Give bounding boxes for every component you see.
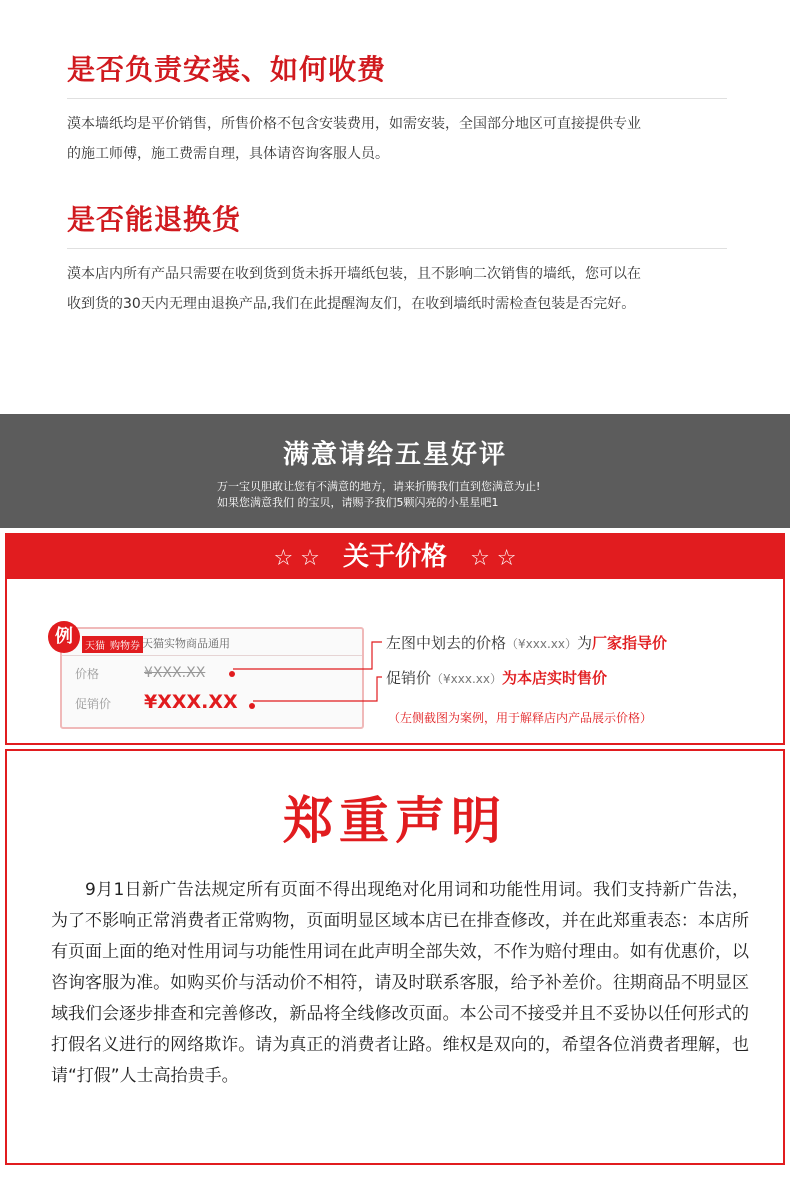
price-section-title: 关于价格 [342, 542, 447, 572]
example-note: （左侧截图为案例，用于解释店内产品展示价格） [388, 711, 653, 725]
star-icon: ☆ ☆ [273, 546, 320, 571]
review-banner-title: 满意请给五星好评 [282, 440, 507, 470]
declaration-body: 9月1日新广告法规定所有页面不得出现绝对化用词和功能性用词。我们支持新广告法，为了不影响正常消费者正常购物，页面明显区域本店已在排查修改，并在此郑重表态：本店所有页面上面的绝对性用词与功能性用词在此声明全部失效，不作为赔付理由。如有优惠价，以咨询客服为准。如购买价与活动价不相符，请及时联系客服，给予补差价。往期商品不明显区域我们会逐步排查和完善修改，新品将全线修改页面。本公司不接受并且不妥协以任何形式的打假名义进行的网络欺诈。请为真正的消费者让路。维权是双向的，希望各位消费者理解，也请“打假”人士高抬贵手。 [51, 880, 749, 1086]
declaration-section [5, 749, 785, 1165]
promo-price-label: 促销价 [75, 697, 112, 711]
promo-price-explanation: 促销价（¥xxx.xx）为本店实时售价 [386, 669, 607, 687]
faq-returns-text: 漠本店内所有产品只需要在收到货到货未拆开墙纸包装，且不影响二次销售的墙纸，您可以在 收到货的30天内无理由退换产品,我们在此提醒淘友们，在收到墙纸时需检查包装是否完好。 [67, 266, 641, 312]
faq-installation-title: 是否负责安装、如何收费 [67, 48, 727, 99]
declaration-title: 郑重声明 [283, 792, 507, 850]
coupon-description: 天猫实物商品通用 [142, 637, 230, 650]
faq-returns-title: 是否能退换货 [67, 198, 727, 249]
promo-price-value: ¥XXX.XX [144, 691, 238, 713]
faq-installation [67, 48, 727, 169]
tmall-tag: 天猫 [82, 636, 108, 653]
price-section [5, 533, 785, 745]
review-banner [0, 414, 790, 528]
original-price-value: ¥XXX.XX [144, 665, 206, 681]
faq-installation-text: 漠本墙纸均是平价销售，所售价格不包含安装费用，如需安装，全国部分地区可直接提供专业 的施工师傅，施工费需自理，具体请咨询客服人员。 [67, 116, 641, 162]
star-icon: ☆ ☆ [470, 546, 517, 571]
example-badge: 例 [48, 621, 80, 653]
original-price-label: 价格 [75, 667, 100, 681]
review-banner-text: 万一宝贝胆敢让您有不满意的地方，请来折腾我们直到您满意为止! 如果您满意我们 的宝贝，请赐予我们5颗闪亮的小星星吧1 [217, 480, 541, 509]
strikethrough-price-explanation: 左图中划去的价格（¥xxx.xx）为厂家指导价 [386, 634, 668, 652]
coupon-tag: 购物券 [107, 636, 143, 653]
faq-returns [67, 198, 727, 319]
